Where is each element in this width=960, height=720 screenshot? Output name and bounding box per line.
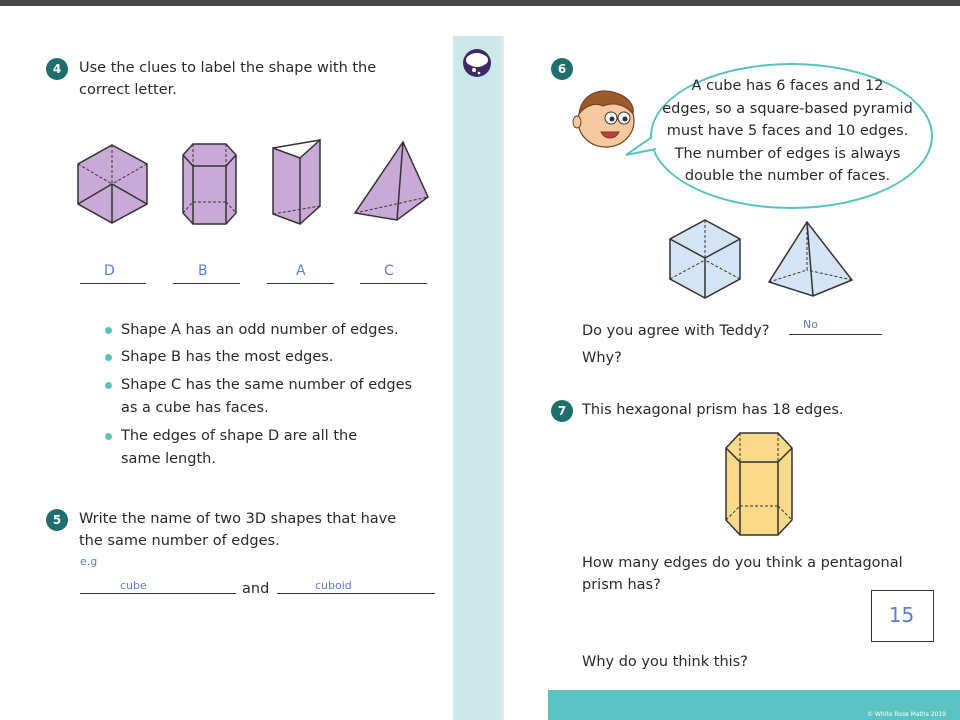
q6-why: Why? xyxy=(582,350,622,366)
question-number-6: 6 xyxy=(551,58,573,80)
shape-yellow-hexagonal-prism xyxy=(724,430,796,538)
clue-d-line1: The edges of shape D are all the xyxy=(121,428,358,444)
speech-line-1: A cube has 6 faces and 12 xyxy=(691,78,884,94)
bullet-icon xyxy=(105,354,112,361)
speech-line-2: edges, so a square-based pyramid xyxy=(662,100,913,117)
q7-answer: 15 xyxy=(888,603,915,627)
answer-line-3[interactable] xyxy=(267,283,334,284)
bullet-icon xyxy=(105,433,112,440)
q4-prompt-line1: Use the clues to label the shape with the xyxy=(79,60,377,76)
q5-answer-2: cuboid xyxy=(315,579,352,592)
bullet-icon xyxy=(105,382,112,389)
page-gutter xyxy=(453,36,501,720)
clue-c-line2: as a cube has faces. xyxy=(121,400,269,416)
speech-text xyxy=(660,75,915,188)
shape-triangular-pyramid xyxy=(353,140,431,222)
question-number-4: 4 xyxy=(46,58,68,80)
clue-d-line2: same length. xyxy=(121,451,216,467)
q5-answer-line-1[interactable] xyxy=(80,593,236,594)
agree-question: Do you agree with Teddy? xyxy=(582,323,770,339)
speech-bubble-tail xyxy=(624,135,658,159)
answer-line-2[interactable] xyxy=(173,283,240,284)
answer-shape-4: C xyxy=(384,263,394,279)
speech-line-5: double the number of faces. xyxy=(684,168,891,184)
answer-line-4[interactable] xyxy=(360,283,427,284)
q5-answer-1: cube xyxy=(120,579,147,592)
shape-triangular-prism xyxy=(270,138,324,228)
q4-prompt-line2: correct letter. xyxy=(79,82,177,98)
bullet-icon xyxy=(105,327,112,334)
question-number-7: 7 xyxy=(551,400,573,422)
answer-shape-3: A xyxy=(296,263,306,279)
q7-question-line2: prism has? xyxy=(582,577,661,593)
q5-and: and xyxy=(242,581,270,597)
speech-line-3: must have 5 faces and 10 edges. xyxy=(666,123,909,139)
shape-blue-cube xyxy=(667,218,743,300)
question-number-5: 5 xyxy=(46,509,68,531)
q5-prompt-line1: Write the name of two 3D shapes that have xyxy=(79,511,397,527)
shape-blue-square-pyramid xyxy=(767,220,855,298)
clue-c-line1: Shape C has the same number of edges xyxy=(121,377,413,393)
q7-question-line1: How many edges do you think a pentagonal xyxy=(582,555,903,571)
top-bar xyxy=(0,0,960,6)
answer-shape-2: B xyxy=(198,263,208,279)
copyright: © White Rose Maths 2019 xyxy=(867,711,946,718)
shape-cube-hexagon xyxy=(75,143,150,225)
thinking-cloud-icon xyxy=(462,48,492,78)
q5-note: e.g xyxy=(80,555,98,568)
agree-answer: No xyxy=(803,318,818,331)
q7-why: Why do you think this? xyxy=(582,654,748,670)
agree-answer-line[interactable] xyxy=(789,334,882,335)
q5-prompt-line2: the same number of edges. xyxy=(79,533,280,549)
speech-line-4: The number of edges is always xyxy=(674,145,901,162)
answer-shape-1: D xyxy=(104,263,115,279)
q7-statement: This hexagonal prism has 18 edges. xyxy=(582,402,844,418)
answer-line-1[interactable] xyxy=(80,283,146,284)
footer-bar xyxy=(548,690,960,720)
page-shadow xyxy=(501,36,504,720)
clue-b: Shape B has the most edges. xyxy=(121,349,334,365)
q5-answer-line-2[interactable] xyxy=(277,593,435,594)
shape-hexagonal-prism xyxy=(181,141,239,227)
clue-a: Shape A has an odd number of edges. xyxy=(121,322,399,338)
